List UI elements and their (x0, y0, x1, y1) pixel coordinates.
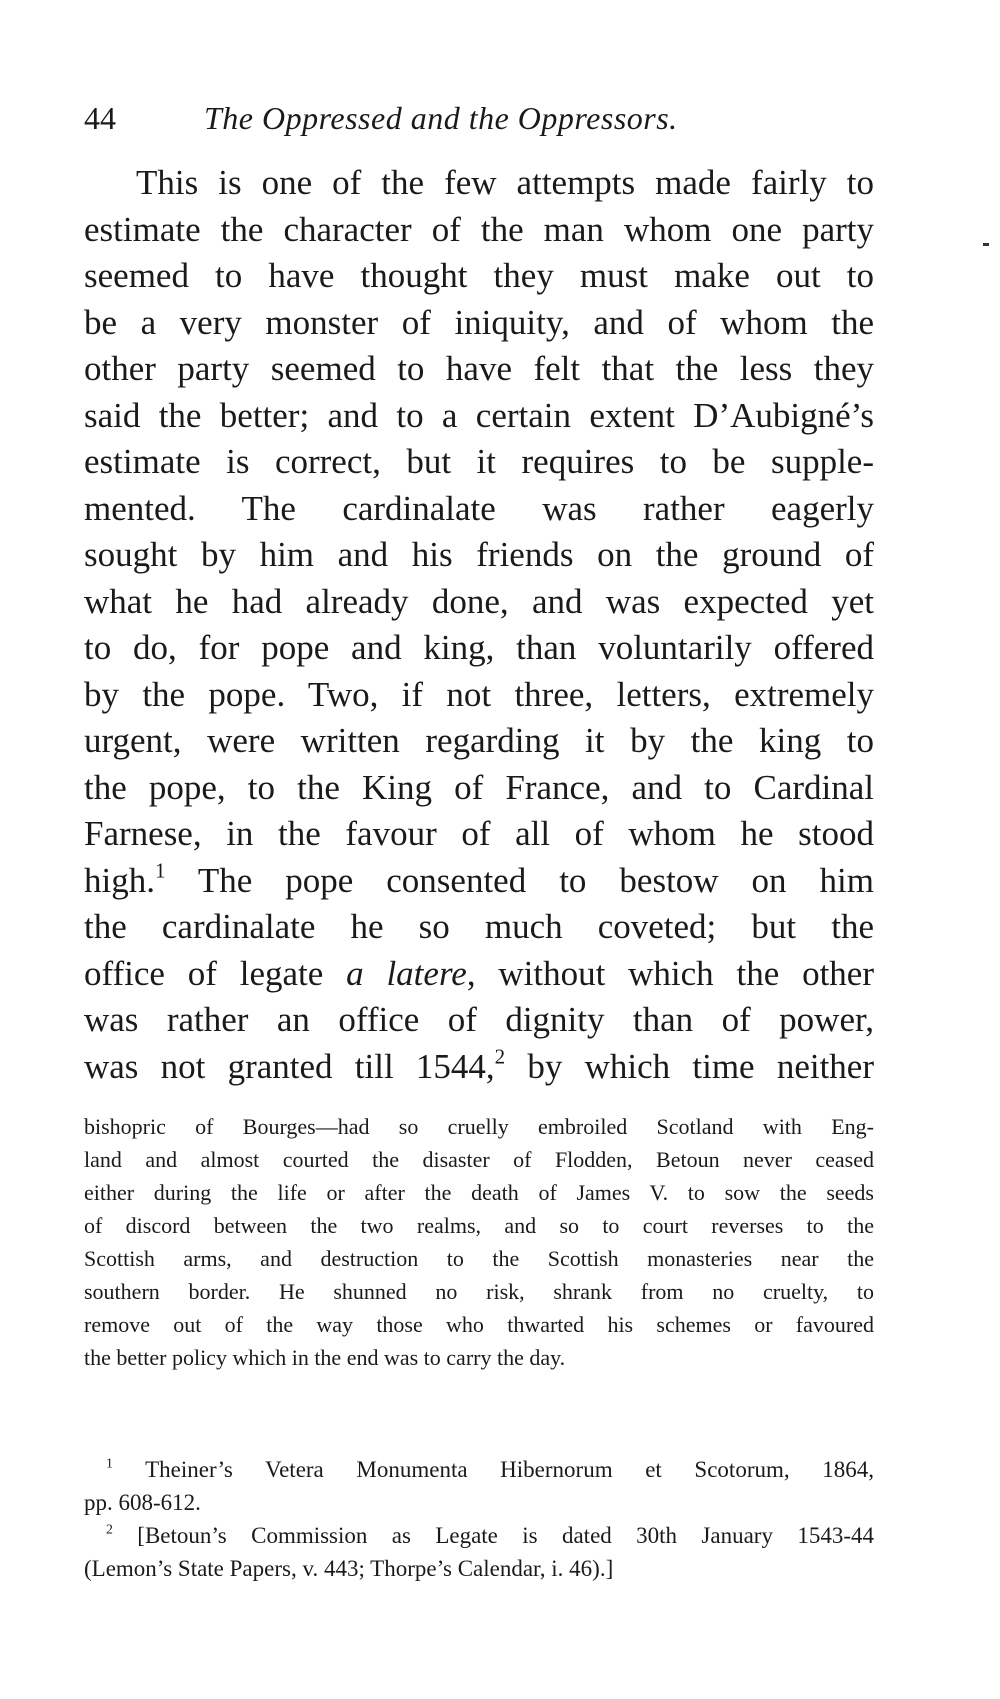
footnote-line: of discord between the two realms, and so to court reverses to the (84, 1213, 874, 1238)
footnote-text: Theiner’s Vetera Monumenta Hibernorum et Scotorum, 1864, (112, 1457, 874, 1482)
body-text-fragment: office of legate (84, 953, 347, 993)
footnotes-section (84, 1453, 874, 1585)
body-line: sought by him and his friends on the ground of (84, 535, 874, 574)
continued-footnote (84, 1110, 874, 1374)
body-text-fragment: , without which the other (466, 953, 874, 993)
footnote-reference-1[interactable]: 1 (154, 857, 166, 882)
body-line: was rather an office of dignity than of power, (84, 1000, 874, 1039)
body-line (84, 858, 874, 905)
body-line: mented. The cardinalate was rather eagerly (84, 488, 874, 528)
body-text-fragment: high. (84, 860, 155, 900)
footnote-line: Scottish arms, and destruction to the Scottish monasteries near the (84, 1246, 874, 1271)
body-line: to do, for pope and king, than voluntarily offered (84, 628, 874, 667)
footnote-line: either during the life or after the death of James V. to sow the seeds (84, 1180, 874, 1205)
body-line: the pope, to the King of France, and to Cardinal (84, 767, 874, 807)
body-line: This is one of the few attempts made fairly to (136, 163, 874, 202)
body-line: Farnese, in the favour of all of whom he stood (84, 814, 874, 853)
body-line: urgent, were written regarding it by the king to (84, 721, 874, 760)
body-line: by the pope. Two, if not three, letters, extremely (84, 674, 874, 714)
page-header (84, 96, 884, 140)
running-title: The Oppressed and the Oppressors. (204, 100, 678, 136)
footnote-line: pp. 608-612. (84, 1490, 201, 1515)
body-line: seemed to have thought they must make out to (84, 256, 874, 295)
body-text-fragment: The pope consented to bestow on him (165, 860, 874, 900)
body-line: be a very monster of iniquity, and of whom the (84, 302, 874, 342)
body-text-fragment: was not granted till 1544, (84, 1046, 495, 1086)
body-text-fragment: by which time neither (505, 1046, 874, 1086)
footnote-line: (Lemon’s State Papers, v. 443; Thorpe’s Calendar, i. 46).] (84, 1556, 614, 1581)
body-line (84, 1044, 874, 1091)
body-line: what he had already done, and was expected yet (84, 581, 874, 621)
footnote-line: southern border. He shunned no risk, shrank from no cruelty, to (84, 1279, 874, 1304)
footnote-text: [Betoun’s Commission as Legate is dated 30th January 1543-44 (112, 1523, 874, 1548)
body-line: estimate is correct, but it requires to be supple- (84, 442, 874, 481)
footnote-marker-2: 2 (106, 1521, 113, 1537)
footnote-line: remove out of the way those who thwarted his schemes or favoured (84, 1312, 874, 1337)
page-edge-mark (983, 243, 989, 246)
body-line: other party seemed to have felt that the less they (84, 349, 874, 388)
body-line: the cardinalate he so much coveted; but the (84, 907, 874, 946)
footnote-line: the better policy which in the end was to carry the day. (84, 1345, 566, 1370)
body-line: said the better; and to a certain extent D’Aubigné’s (84, 395, 874, 435)
footnote-2 (84, 1519, 874, 1552)
italic-phrase: a latere (346, 953, 467, 993)
footnote-reference-2[interactable]: 2 (494, 1043, 506, 1068)
footnote-marker-1: 1 (106, 1455, 113, 1471)
page-number: 44 (84, 100, 116, 136)
footnote-1 (84, 1453, 874, 1486)
body-line: estimate the character of the man whom one party (84, 209, 874, 249)
main-body-text (84, 160, 874, 1090)
body-line (84, 951, 874, 998)
footnote-line: bishopric of Bourges—had so cruelly embroiled Scotland with Eng- (84, 1114, 874, 1139)
footnote-line: land and almost courted the disaster of Flodden, Betoun never ceased (84, 1147, 874, 1172)
